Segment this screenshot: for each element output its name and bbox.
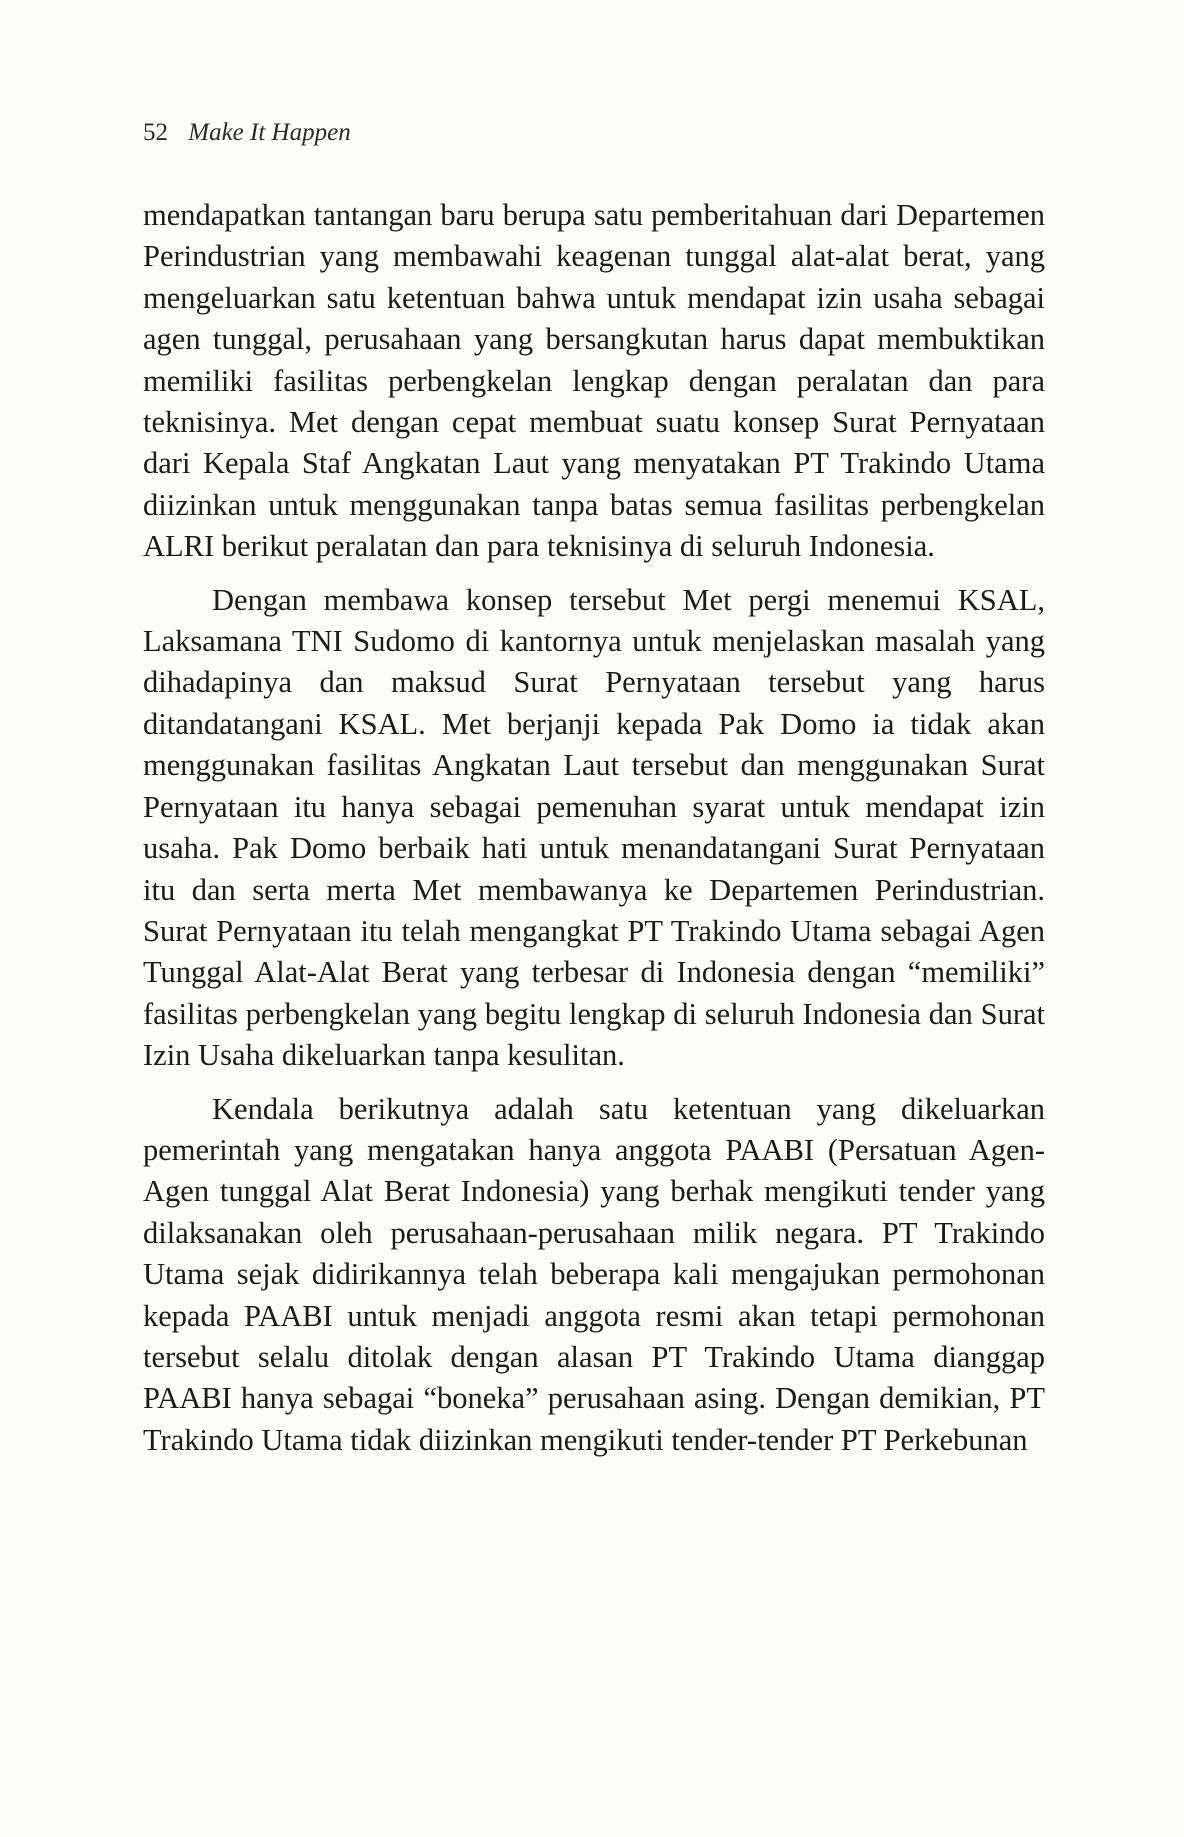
running-head <box>143 118 351 148</box>
book-title: Make It Happen <box>188 119 351 146</box>
paragraph-2: Dengan membawa konsep tersebut Met pergi menemui KSAL, Laksamana TNI Sudomo di kantornya untuk menjelaskan masalah yang dihadapinya dan maksud Surat Pernyataan tersebut yang harus ditandatangani KSAL. Met berjanji kepada Pak Domo ia tidak akan menggunakan fasilitas Angkatan Laut tersebut dan menggunakan Surat Pernyataan itu hanya sebagai pemenuhan syarat untuk mendapat izin usaha. Pak Domo berbaik hati untuk menandatangani Surat Pernyataan itu dan serta merta Met membawanya ke Departemen Perindustrian. Surat Pernyataan itu telah mengangkat PT Trakindo Utama sebagai Agen Tunggal Alat-Alat Berat yang terbesar di Indonesia dengan “memiliki” fasilitas perbengkelan yang begitu lengkap di seluruh Indonesia dan Surat Izin Usaha dikeluarkan tanpa kesulitan. <box>143 582 1045 1073</box>
paragraph-1: mendapatkan tantangan baru berupa satu pemberitahuan dari Departemen Perindustrian yang membawahi keagenan tunggal alat-alat berat, yang mengeluarkan satu ketentuan bahwa untuk mendapat izin usaha sebagai agen tunggal, perusahaan yang bersangkutan harus dapat membuktikan memiliki fasilitas perbengkelan lengkap dengan peralatan dan para teknisinya. Met dengan cepat membuat suatu konsep Surat Pernyataan dari Kepala Staf Angkatan Laut yang menyatakan PT Trakindo Utama diizinkan untuk menggunakan tanpa batas semua fasilitas perbengkelan ALRI berikut peralatan dan para teknisinya di seluruh Indonesia. <box>143 198 1045 564</box>
paragraph-3: Kendala berikutnya adalah satu ketentuan yang dikeluarkan pemerintah yang mengatakan hanya anggota PAABI (Persatuan Agen-Agen tunggal Alat Berat Indonesia) yang berhak mengikuti tender yang dilaksanakan oleh perusahaan-perusahaan milik negara. PT Trakindo Utama sejak didirikannya telah beberapa kali mengajukan permohonan kepada PAABI untuk menjadi anggota resmi akan tetapi permohonan tersebut selalu ditolak dengan alasan PT Trakindo Utama dianggap PAABI hanya sebagai “boneka” perusahaan asing. Dengan demikian, PT Trakindo Utama tidak diizinkan mengikuti tender-tender PT Perkebunan <box>143 1091 1045 1457</box>
body-text <box>143 195 1045 1461</box>
page-number: 52 <box>143 119 168 146</box>
